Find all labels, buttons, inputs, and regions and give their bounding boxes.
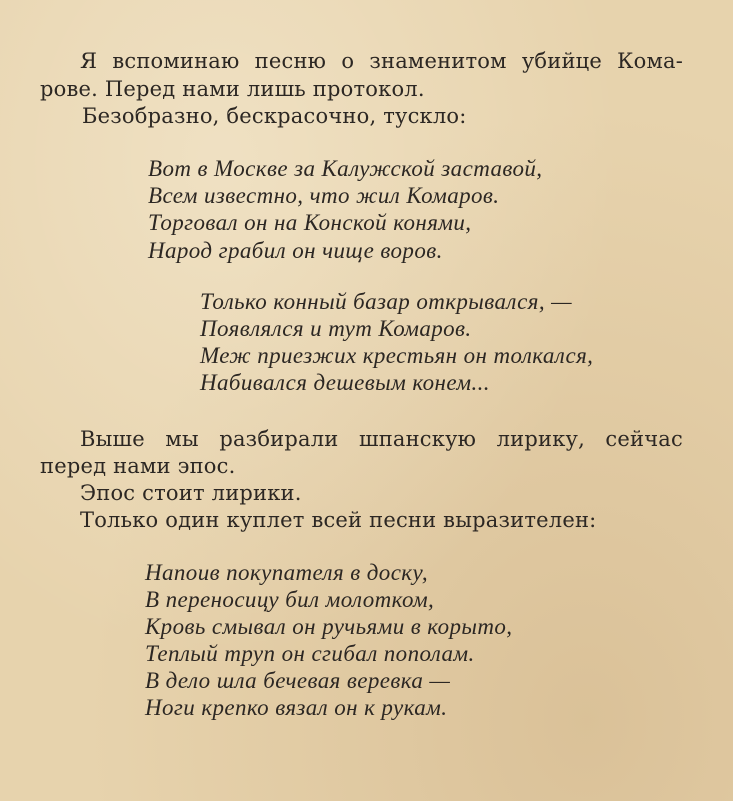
prose-line: Я вспоминаю песню о знаменитом убийце Кома- — [80, 49, 683, 73]
prose-line: Эпос стоит лирики. — [80, 481, 302, 505]
verse-line: Только конный базар открывался, — — [200, 289, 572, 314]
verse-line: Торговал он на Конской конями, — [148, 210, 472, 235]
prose-line: Безобразно, бескрасочно, тускло: — [82, 104, 467, 128]
prose-line: перед нами эпос. — [40, 454, 236, 478]
verse-line: Набивался дешевым конем... — [200, 370, 490, 395]
verse-line: Появлялся и тут Комаров. — [200, 316, 472, 341]
verse-line: В дело шла бечевая веревка — — [145, 668, 451, 693]
verse-line: Меж приезжих крестьян он толкался, — [200, 343, 594, 368]
prose-line: Выше мы разбирали шпанскую лирику, сейчас — [80, 427, 683, 451]
verse-line: Всем известно, что жил Комаров. — [148, 183, 500, 208]
verse-line: Ноги крепко вязал он к рукам. — [145, 695, 448, 720]
prose-line: рове. Перед нами лишь протокол. — [40, 77, 425, 101]
verse-line: В переносицу бил молотком, — [145, 587, 435, 612]
verse-line: Напоив покупателя в доску, — [145, 560, 429, 585]
verse-line: Народ грабил он чище воров. — [148, 238, 443, 263]
verse-line: Вот в Москве за Калужской заставой, — [148, 156, 543, 181]
verse-line: Теплый труп он сгибал пополам. — [145, 641, 475, 666]
prose-line: Только один куплет всей песни выразителен: — [80, 508, 597, 532]
verse-line: Кровь смывал он ручьями в корыто, — [145, 614, 513, 639]
